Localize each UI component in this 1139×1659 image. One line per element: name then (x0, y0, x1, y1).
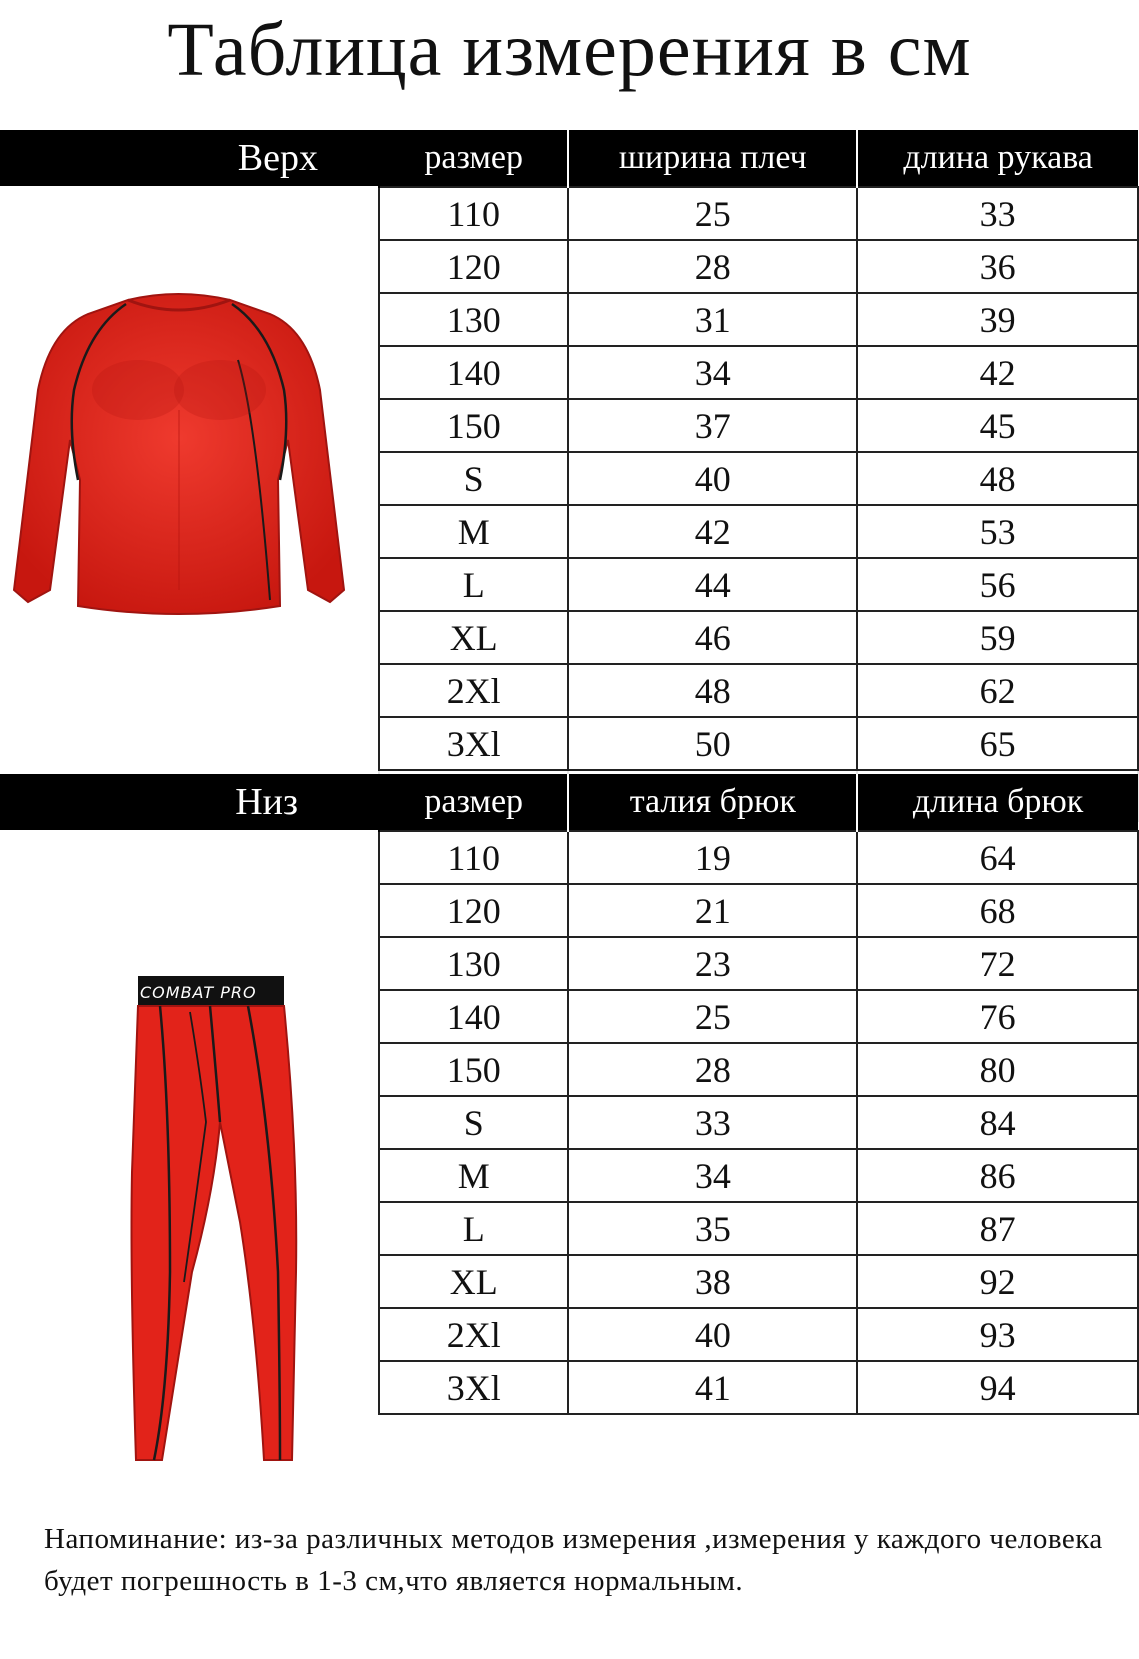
measure-cell-1: 37 (568, 399, 857, 452)
pants-illustration (130, 972, 310, 1468)
page-title: Таблица измерения в см (167, 8, 972, 92)
measure-cell-1: 34 (568, 1149, 857, 1202)
top-size-table (378, 130, 1139, 822)
size-cell: 140 (379, 990, 568, 1043)
measurement-note: Напоминание: из-за различных методов измерения ,измерения у каждого человека будет погрешность в 1-3 см,что является нормальным. (44, 1523, 1103, 1597)
table-row (379, 1361, 1138, 1414)
measure-cell-1: 42 (568, 505, 857, 558)
measure-cell-1: 28 (568, 1043, 857, 1096)
measure-cell-1: 50 (568, 717, 857, 770)
size-cell: 120 (379, 240, 568, 293)
size-cell: 110 (379, 831, 568, 884)
table-row (379, 1043, 1138, 1096)
size-cell: S (379, 1096, 568, 1149)
size-cell: XL (379, 611, 568, 664)
measure-cell-2: 45 (857, 399, 1138, 452)
size-cell: 110 (379, 187, 568, 240)
measure-cell-2: 87 (857, 1202, 1138, 1255)
size-cell: 150 (379, 399, 568, 452)
measure-cell-1: 25 (568, 187, 857, 240)
size-cell: 3Xl (379, 717, 568, 770)
size-cell: M (379, 1149, 568, 1202)
measure-cell-1: 38 (568, 1255, 857, 1308)
measure-cell-2: 59 (857, 611, 1138, 664)
measure-cell-2: 48 (857, 452, 1138, 505)
size-cell: XL (379, 1255, 568, 1308)
header-size: размер (379, 130, 568, 187)
top-section-label: Верх (0, 130, 378, 186)
size-cell: L (379, 1202, 568, 1255)
measure-cell-1: 44 (568, 558, 857, 611)
measure-cell-1: 35 (568, 1202, 857, 1255)
measure-cell-2: 94 (857, 1361, 1138, 1414)
size-cell: M (379, 505, 568, 558)
table-row (379, 831, 1138, 884)
table-row (379, 452, 1138, 505)
size-cell: 120 (379, 884, 568, 937)
table-row (379, 1096, 1138, 1149)
header-shoulder-width: ширина плеч (568, 130, 857, 187)
size-cell: 130 (379, 293, 568, 346)
table-row (379, 1202, 1138, 1255)
measure-cell-2: 93 (857, 1308, 1138, 1361)
measure-cell-2: 68 (857, 884, 1138, 937)
table-row (379, 558, 1138, 611)
measure-cell-2: 80 (857, 1043, 1138, 1096)
measure-cell-2: 92 (857, 1255, 1138, 1308)
table-row (379, 399, 1138, 452)
measure-cell-2: 33 (857, 187, 1138, 240)
measure-cell-1: 21 (568, 884, 857, 937)
header-size: размер (379, 774, 568, 831)
shirt-illustration (8, 290, 350, 652)
size-cell: 140 (379, 346, 568, 399)
size-cell: 2Xl (379, 1308, 568, 1361)
measure-cell-1: 46 (568, 611, 857, 664)
table-row (379, 664, 1138, 717)
measure-cell-2: 36 (857, 240, 1138, 293)
table-row (379, 505, 1138, 558)
measure-cell-2: 42 (857, 346, 1138, 399)
measure-cell-2: 39 (857, 293, 1138, 346)
table-row (379, 1255, 1138, 1308)
measure-cell-2: 53 (857, 505, 1138, 558)
measure-cell-1: 41 (568, 1361, 857, 1414)
size-cell: 2Xl (379, 664, 568, 717)
header-pants-length: длина брюк (857, 774, 1138, 831)
measure-cell-2: 84 (857, 1096, 1138, 1149)
measure-cell-2: 72 (857, 937, 1138, 990)
table-row (379, 240, 1138, 293)
measure-cell-2: 76 (857, 990, 1138, 1043)
waistband-text: COMBAT PRO (140, 983, 257, 1002)
measure-cell-1: 25 (568, 990, 857, 1043)
measure-cell-1: 31 (568, 293, 857, 346)
table-row (379, 611, 1138, 664)
size-cell: S (379, 452, 568, 505)
size-cell: 150 (379, 1043, 568, 1096)
size-cell: L (379, 558, 568, 611)
header-waist: талия брюк (568, 774, 857, 831)
table-row (379, 937, 1138, 990)
measure-cell-2: 62 (857, 664, 1138, 717)
size-cell: 130 (379, 937, 568, 990)
table-row (379, 1308, 1138, 1361)
measure-cell-1: 40 (568, 452, 857, 505)
bottom-section-label: Низ (0, 774, 378, 830)
bottom-size-table (378, 774, 1139, 1415)
measure-cell-1: 19 (568, 831, 857, 884)
measure-cell-1: 34 (568, 346, 857, 399)
measure-cell-1: 48 (568, 664, 857, 717)
measure-cell-2: 65 (857, 717, 1138, 770)
measure-cell-2: 64 (857, 831, 1138, 884)
table-row (379, 884, 1138, 937)
table-row (379, 717, 1138, 770)
measure-cell-1: 28 (568, 240, 857, 293)
table-row (379, 346, 1138, 399)
measure-cell-1: 40 (568, 1308, 857, 1361)
measure-cell-1: 33 (568, 1096, 857, 1149)
table-header-row (379, 774, 1138, 831)
table-row (379, 990, 1138, 1043)
table-row (379, 1149, 1138, 1202)
table-row (379, 187, 1138, 240)
table-header-row (379, 130, 1138, 187)
measure-cell-2: 86 (857, 1149, 1138, 1202)
measure-cell-2: 56 (857, 558, 1138, 611)
header-sleeve-length: длина рукава (857, 130, 1138, 187)
table-row (379, 293, 1138, 346)
measure-cell-1: 23 (568, 937, 857, 990)
size-cell: 3Xl (379, 1361, 568, 1414)
